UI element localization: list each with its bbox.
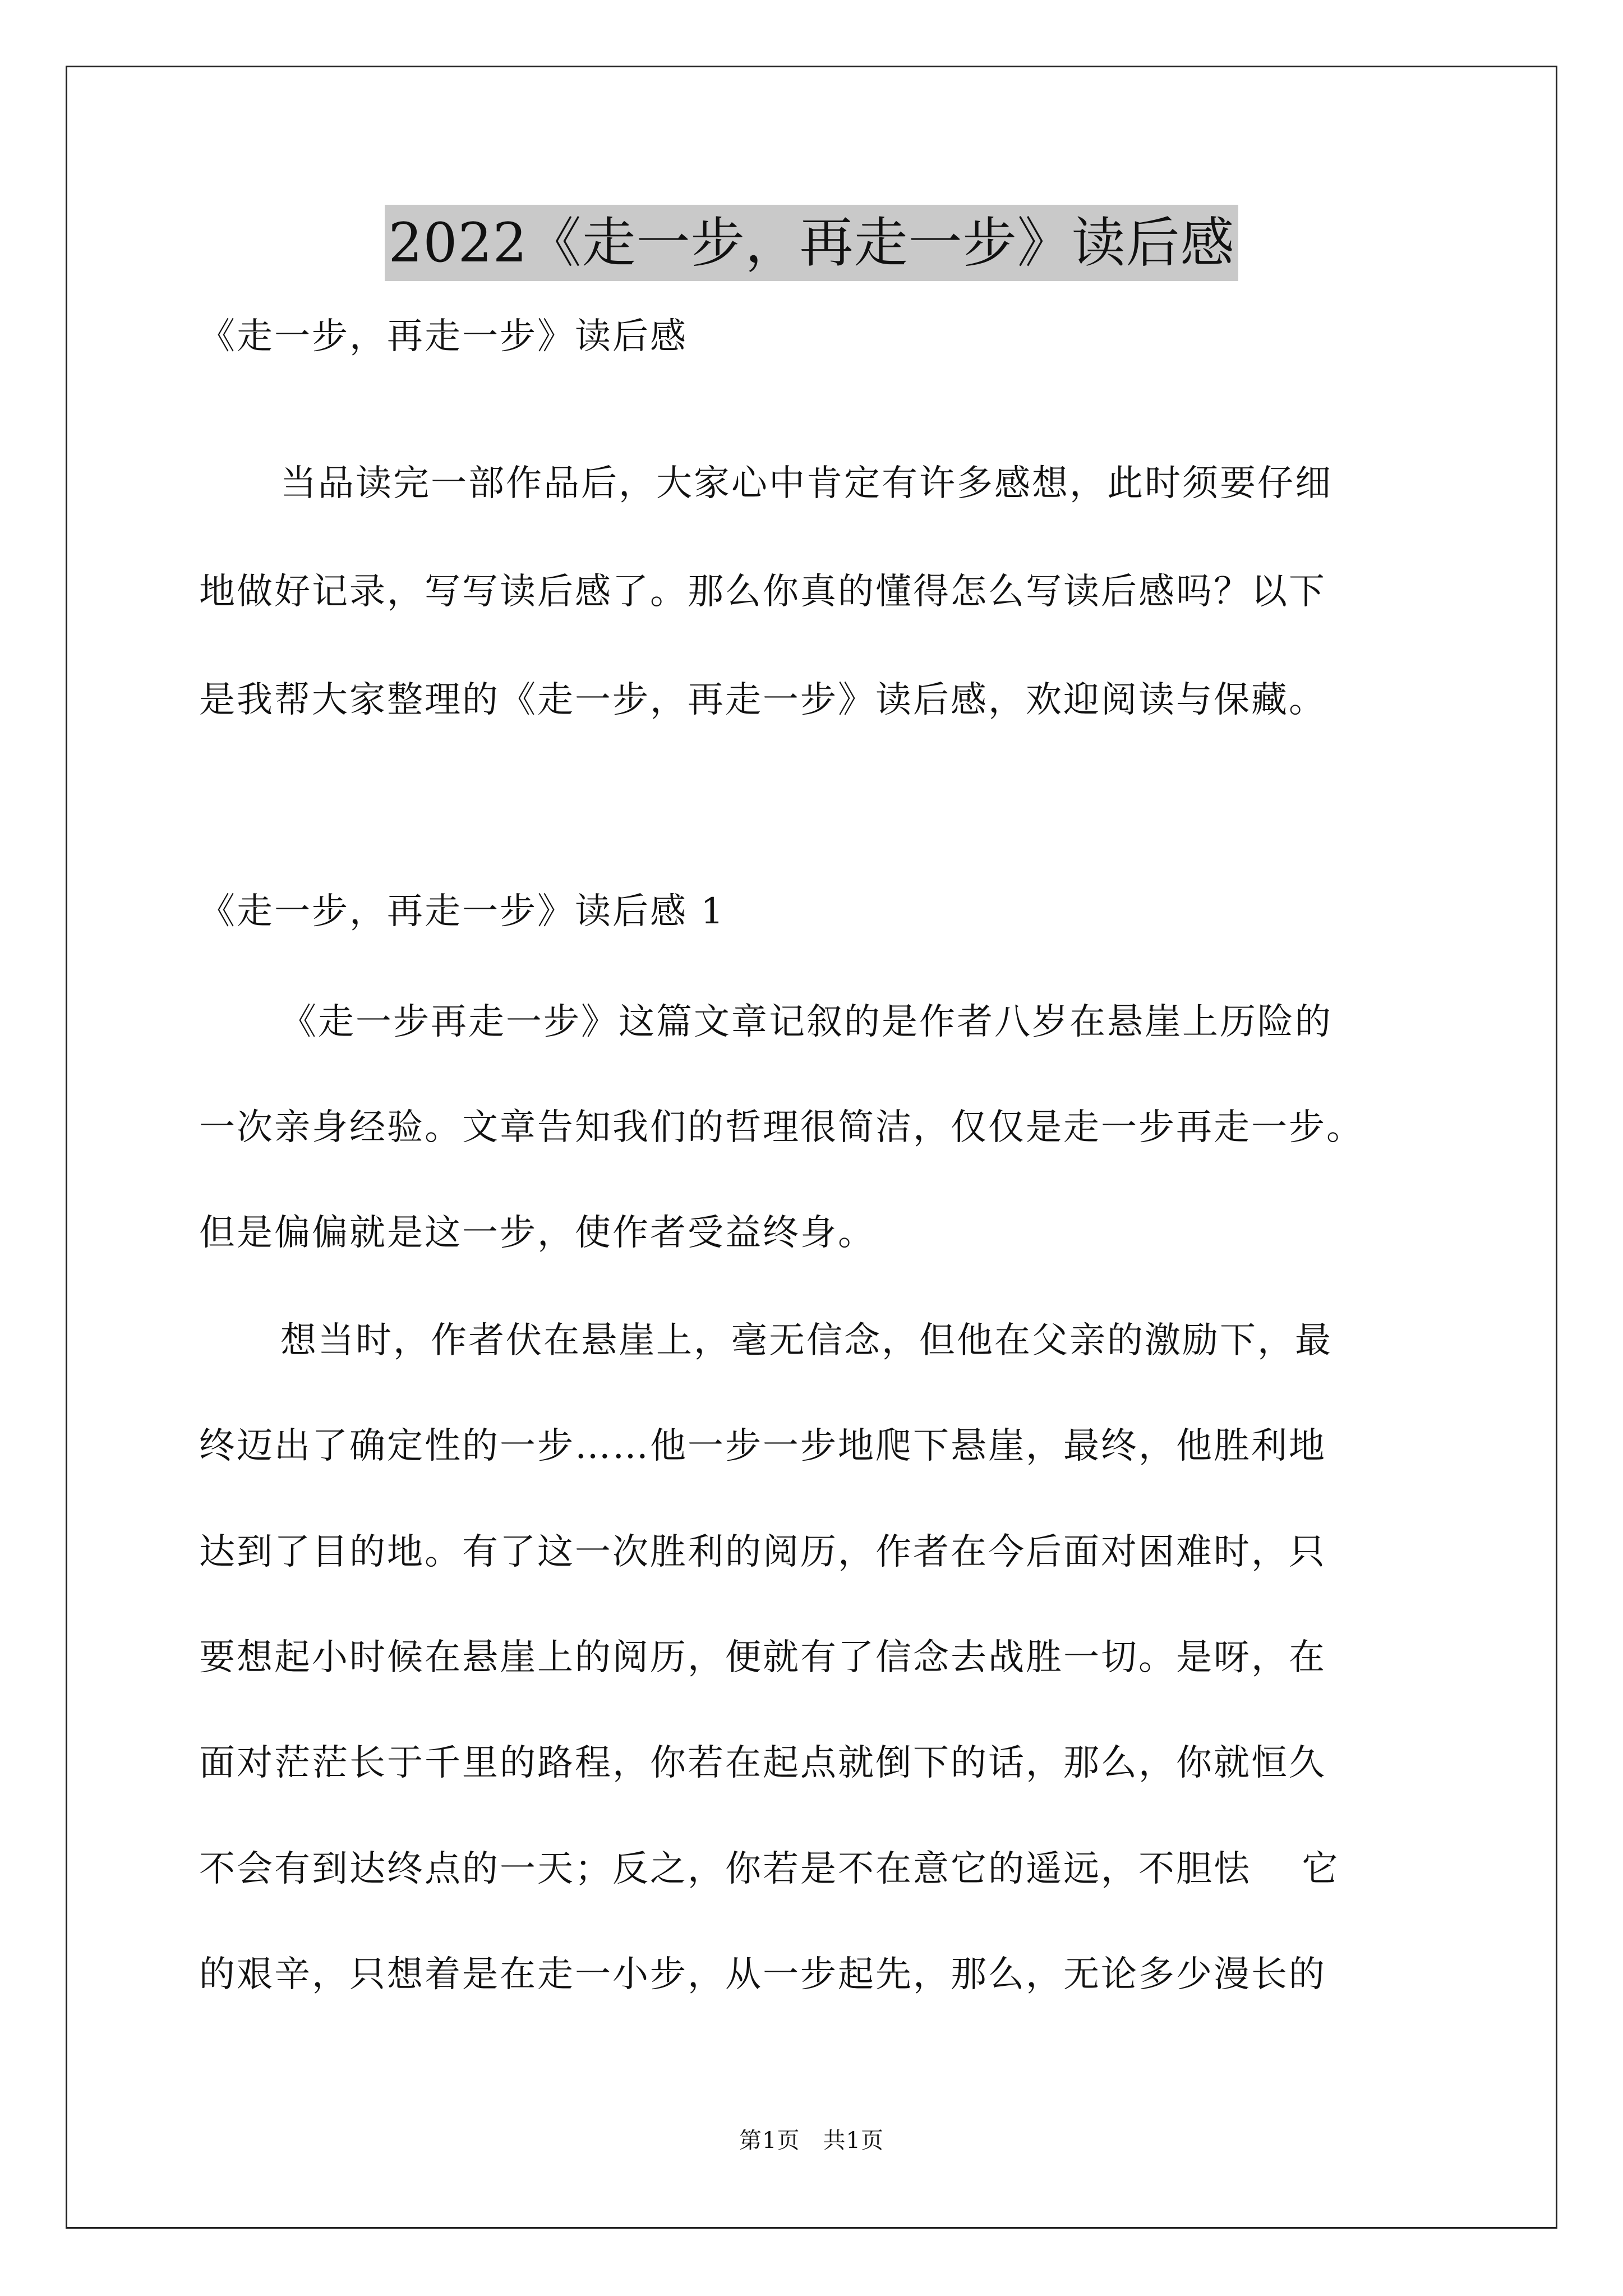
paragraph-line: 的艰辛，只想着是在走一小步，从一步起先，那么，无论多少漫长的 (199, 1954, 1326, 1995)
title-container (0, 205, 1623, 281)
section-heading: 《走一步，再走一步》读后感 1 (199, 891, 726, 932)
paragraph-line: 一次亲身经验。文章告知我们的哲理很简洁，仅仅是走一步再走一步。 (199, 1107, 1364, 1148)
paragraph-line: 终迈出了确定性的一步……他一步一步地爬下悬崖，最终，他胜利地 (199, 1425, 1326, 1467)
paragraph-line: 要想起小时候在悬崖上的阅历，便就有了信念去战胜一切。是呀，在 (199, 1637, 1326, 1678)
paragraph-line: 不会有到达终点的一天；反之，你若是不在意它的遥远，不胆怯 它 (199, 1848, 1340, 1890)
paragraph-line: 当品读完一部作品后，大家心中肯定有许多感想，此时须要仔细 (280, 463, 1332, 504)
paragraph-line: 地做好记录，写写读后感了。那么你真的懂得怎么写读后感吗？以下 (199, 571, 1326, 613)
paragraph-line: 是我帮大家整理的《走一步，再走一步》读后感，欢迎阅读与保藏。 (199, 679, 1326, 721)
paragraph-line: 《走一步再走一步》这篇文章记叙的是作者八岁在悬崖上历险的 (280, 1001, 1332, 1043)
paragraph-line: 面对茫茫长于千里的路程，你若在起点就倒下的话，那么，你就恒久 (199, 1742, 1326, 1784)
paragraph-line: 但是偏偏就是这一步，使作者受益终身。 (199, 1212, 875, 1254)
paragraph-line: 达到了目的地。有了这一次胜利的阅历，作者在今后面对困难时，只 (199, 1531, 1326, 1573)
paragraph-line: 想当时，作者伏在悬崖上，毫无信念，但他在父亲的激励下，最 (280, 1320, 1332, 1361)
intro-heading: 《走一步，再走一步》读后感 (199, 316, 688, 357)
page-footer: 第1页 共1页 (739, 2128, 884, 2154)
document-title: 2022《走一步，再走一步》读后感 (385, 205, 1238, 281)
